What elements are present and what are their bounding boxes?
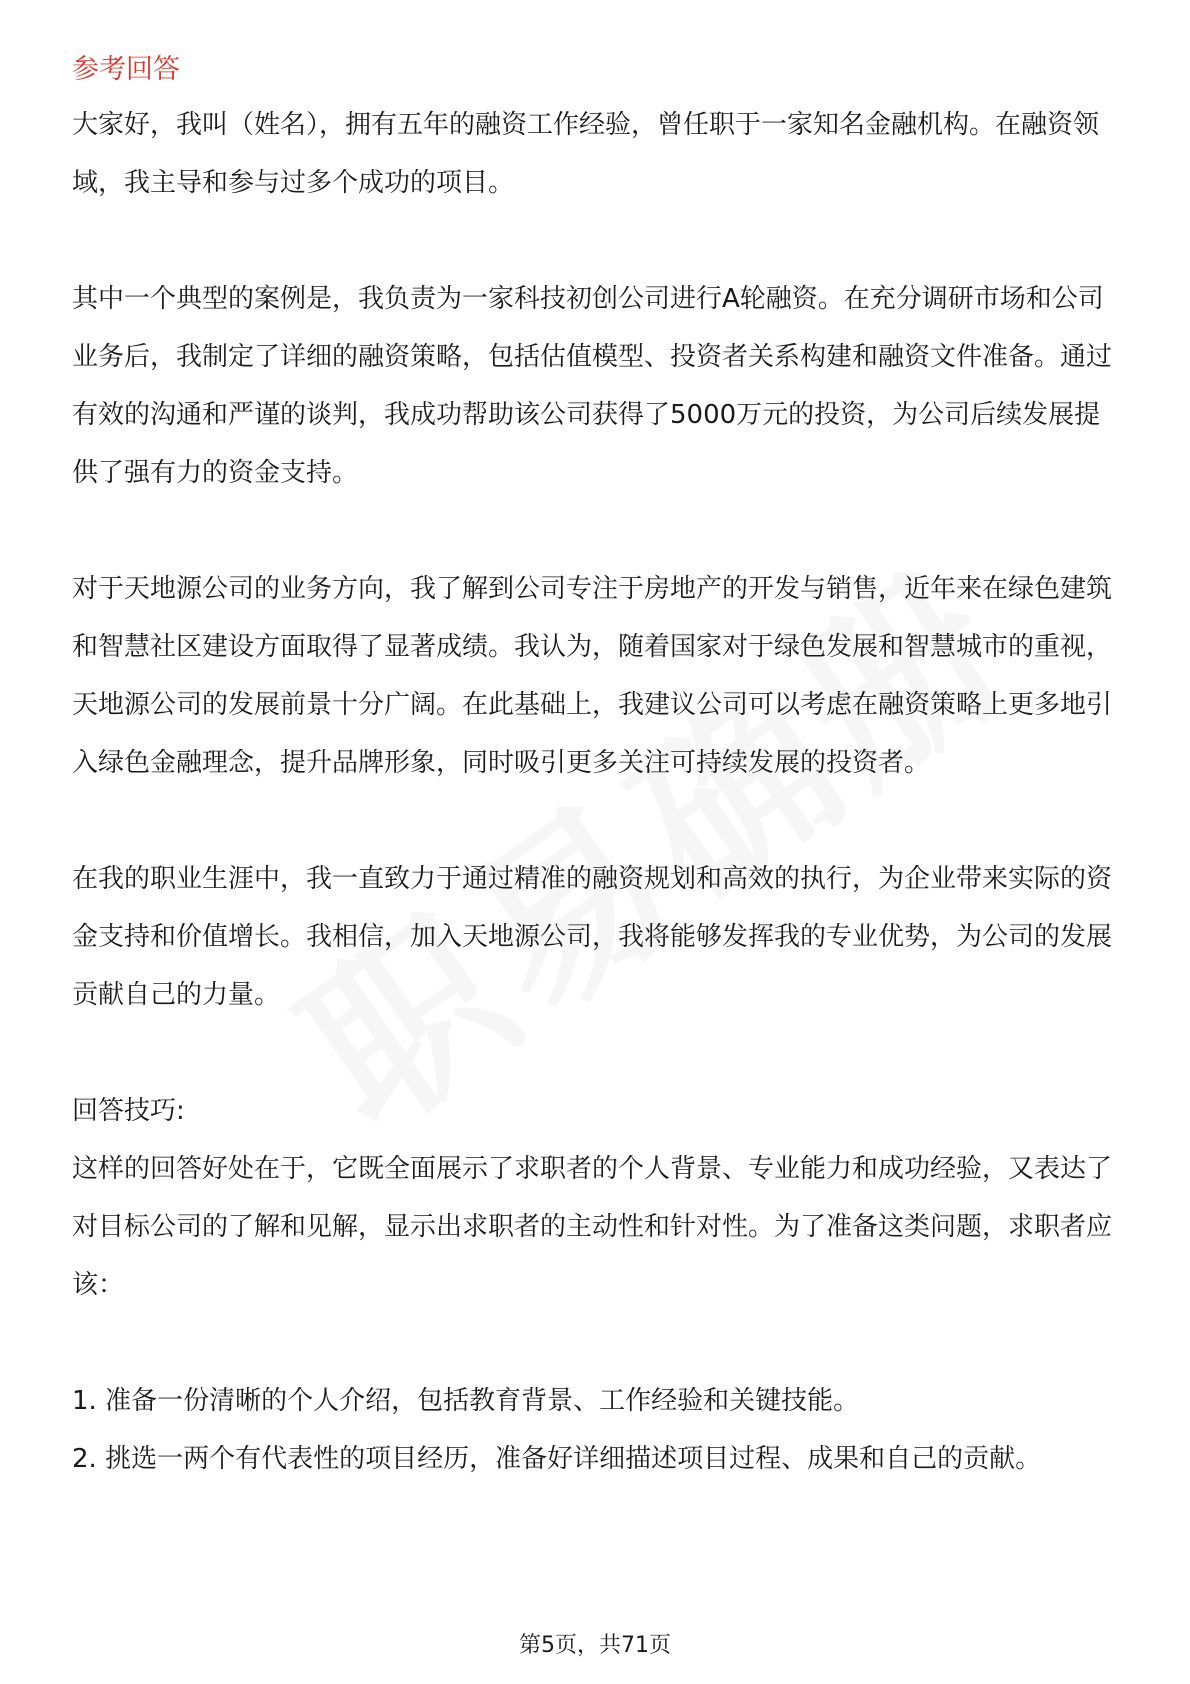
list-item: 1. 准备一份清晰的个人介绍，包括教育背景、工作经验和关键技能。 — [72, 1386, 860, 1416]
paragraph-career: 在我的职业生涯中，我一直致力于通过精准的融资规划和高效的执行，为企业带来实际的资金支持和价值增长。我相信，加入天地源公司，我将能够发挥我的专业优势，为公司的发展贡献自己的力量。 — [72, 864, 1113, 1010]
spacer — [72, 1314, 1122, 1372]
spacer — [72, 792, 1122, 850]
spacer — [72, 502, 1122, 560]
tips-paragraph: 这样的回答好处在于，它既全面展示了求职者的个人背景、专业能力和成功经验，又表达了对目标公司的了解和见解，显示出求职者的主动性和针对性。为了准备这类问题，求职者应该： — [72, 1154, 1113, 1300]
paragraph-intro: 大家好，我叫（姓名），拥有五年的融资工作经验，曾任职于一家知名金融机构。在融资领域，我主导和参与过多个成功的项目。 — [72, 110, 1100, 198]
tips-title: 回答技巧: — [72, 1096, 185, 1126]
paragraph-company: 对于天地源公司的业务方向，我了解到公司专注于房地产的开发与销售，近年来在绿色建筑和智慧社区建设方面取得了显著成绩。我认为，随着国家对于绿色发展和智慧城市的重视，天地源公司的发展前景十分广阔。在此基础上，我建议公司可以考虑在融资策略上更多地引入绿色金融理念，提升品牌形象，同时吸引更多关注可持续发展的投资者。 — [72, 574, 1113, 778]
list-item: 2. 挑选一两个有代表性的项目经历，准备好详细描述项目过程、成果和自己的贡献。 — [72, 1444, 1042, 1474]
paragraph-case: 其中一个典型的案例是，我负责为一家科技初创公司进行A轮融资。在充分调研市场和公司业务后，我制定了详细的融资策略，包括估值模型、投资者关系构建和融资文件准备。通过有效的沟通和严谨的谈判，我成功帮助该公司获得了5000万元的投资，为公司后续发展提供了强有力的资金支持。 — [72, 284, 1113, 488]
section-heading: 参考回答 — [72, 54, 180, 85]
document-body — [72, 44, 1122, 1488]
spacer — [72, 1024, 1122, 1082]
page-number: 第5页，共71页 — [519, 1633, 671, 1658]
spacer — [72, 212, 1122, 270]
